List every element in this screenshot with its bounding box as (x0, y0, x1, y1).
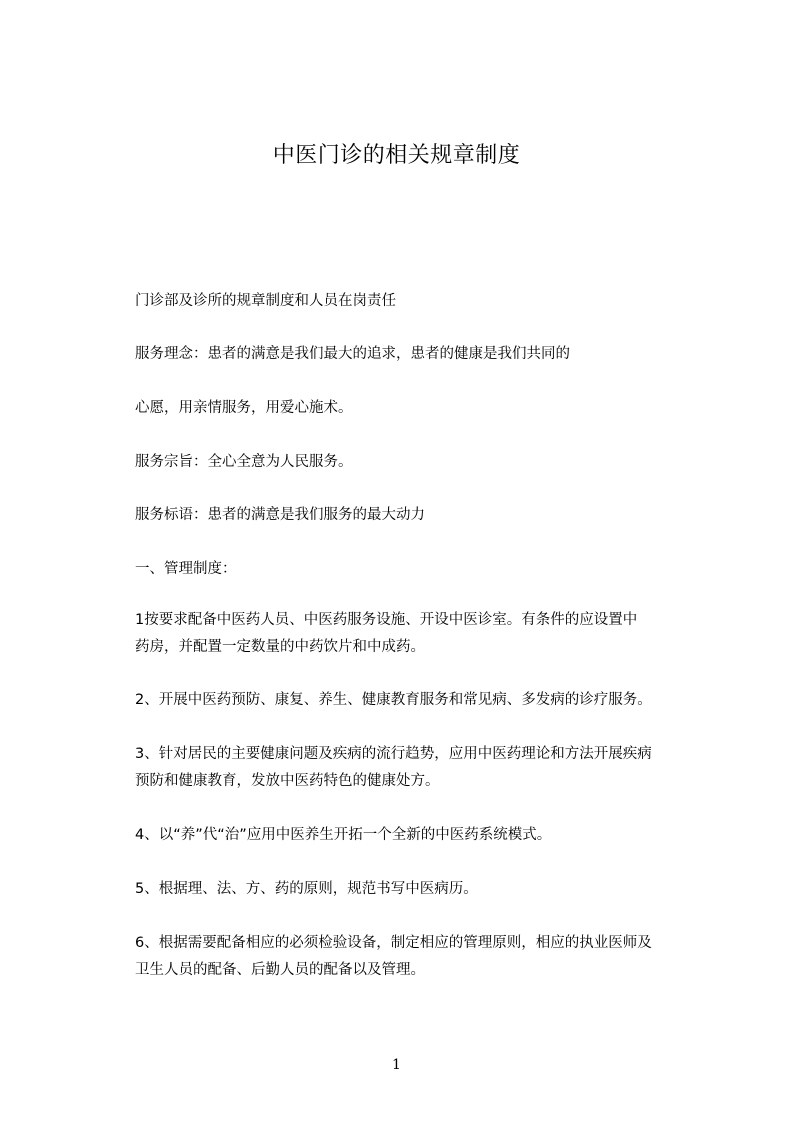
list-item-4-line-1: 4、以“养”代“治”应用中医养生开拓一个全新的中医药系统模式。 (135, 827, 552, 843)
service-concept-line-1: 服务理念：患者的满意是我们最大的追求，患者的健康是我们共同的 (135, 346, 570, 362)
service-slogan-line: 服务标语：患者的满意是我们服务的最大动力 (135, 507, 425, 523)
page-number: 1 (392, 1057, 401, 1073)
list-item-5 (135, 876, 707, 903)
intro-line: 门诊部及诊所的规章制度和人员在岗责任 (135, 293, 396, 309)
list-item-2-line-1: 2、开展中医药预防、康复、养生、健康教育服务和常见病、多发病的诊疗服务。 (135, 692, 652, 708)
list-item-3-line-1: 3、针对居民的主要健康问题及疾病的流行趋势，应用中医药理论和方法开展疾病 (135, 746, 652, 762)
section-heading-management: 一、管理制度： (135, 561, 237, 577)
list-item-1-line-1: 1按要求配备中医药人员、中医药服务设施、开设中医诊室。有条件的应设置中 (135, 612, 638, 628)
list-item-4 (135, 822, 707, 849)
list-item-1 (135, 607, 707, 661)
list-item-1-line-2: 药房，并配置一定数量的中药饮片和中成药。 (135, 639, 425, 655)
service-purpose-line: 服务宗旨：全心全意为人民服务。 (135, 454, 353, 470)
list-item-6-line-1: 6、根据需要配备相应的必须检验设备，制定相应的管理原则，相应的执业医师及 (135, 935, 652, 951)
list-item-6 (135, 930, 707, 984)
list-item-2 (135, 687, 707, 714)
service-concept-line-2: 心愿，用亲情服务，用爱心施术。 (135, 400, 353, 416)
list-item-5-line-1: 5、根据理、法、方、药的原则，规范书写中医病历。 (135, 881, 478, 897)
list-item-3-line-2: 预防和健康教育，发放中医药特色的健康处方。 (135, 773, 440, 789)
list-item-6-line-2: 卫生人员的配备、后勤人员的配备以及管理。 (135, 962, 425, 978)
document-title: 中医门诊的相关规章制度 (272, 143, 521, 168)
list-item-3 (135, 741, 707, 795)
